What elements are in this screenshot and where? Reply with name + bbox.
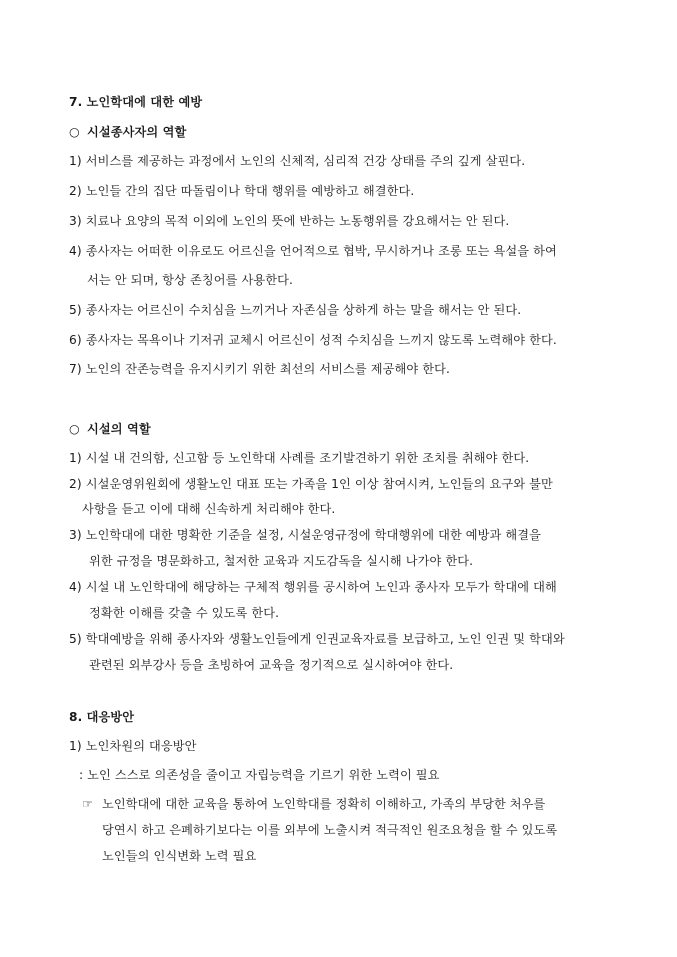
list-item xyxy=(69,331,637,349)
item-text: 서비스를 제공하는 과정에서 노인의 신체적, 심리적 건강 상태를 주의 깊게 살핀다. xyxy=(85,154,526,168)
staff-role-heading xyxy=(69,123,637,141)
list-item xyxy=(69,449,637,467)
facility-role-heading xyxy=(69,420,637,438)
list-item xyxy=(69,212,637,230)
circle-bullet-icon: ○ xyxy=(69,422,80,436)
item-number: 1) xyxy=(69,154,82,168)
list-item xyxy=(69,526,637,544)
list-item xyxy=(69,152,637,170)
item-number: 1) xyxy=(69,451,82,465)
item-number: 6) xyxy=(69,333,82,347)
list-item-continuation: 관련된 외부강사 등을 초빙하여 교육을 정기적으로 실시하여야 한다. xyxy=(89,658,454,672)
summary-line: : 노인 스스로 의존성을 줄이고 자립능력을 기르기 위한 노력이 필요 xyxy=(79,768,440,782)
item-number: 4) xyxy=(69,580,82,594)
item-number: 5) xyxy=(69,632,82,646)
item-text: 시설운영위원회에 생활노인 대표 또는 가족을 1인 이상 참여시켜, 노인들의 요구와 불만 xyxy=(85,477,553,491)
item-text: 노인의 잔존능력을 유지시키기 위한 최선의 서비스를 제공해야 한다. xyxy=(85,362,450,376)
list-item xyxy=(69,737,637,755)
detail-line: 당연시 하고 은폐하기보다는 이를 외부에 노출시켜 적극적인 원조요청을 할 수 있도록 xyxy=(102,823,558,837)
facility-role-heading-text: 시설의 역할 xyxy=(87,422,151,436)
item-text: 노인들 간의 집단 따돌림이나 학대 행위를 예방하고 해결한다. xyxy=(85,184,415,198)
item-number: 2) xyxy=(69,184,82,198)
item-text: 노인차원의 대응방안 xyxy=(85,739,197,753)
staff-role-heading-text: 시설종사자의 역할 xyxy=(87,125,187,139)
item-text: 시설 내 노인학대에 해당하는 구체적 행위를 공시하여 노인과 종사자 모두가 학대에 대해 xyxy=(85,580,557,594)
item-text: 시설 내 건의함, 신고함 등 노인학대 사례를 조기발견하기 위한 조치를 취해야 한다. xyxy=(85,451,530,465)
list-item-continuation: 정확한 이해를 갖출 수 있도록 한다. xyxy=(89,606,280,620)
item-text: 치료나 요양의 목적 이외에 노인의 뜻에 반하는 노동행위를 강요해서는 안 된다. xyxy=(85,214,510,228)
item-number: 7) xyxy=(69,362,82,376)
section-7-title: 7. 노인학대에 대한 예방 xyxy=(69,95,203,109)
item-number: 1) xyxy=(69,739,82,753)
item-text: 학대예방을 위해 종사자와 생활노인들에게 인권교육자료를 보급하고, 노인 인권 및 학대와 xyxy=(85,632,565,646)
list-item xyxy=(69,475,637,493)
list-item-continuation: 사항을 듣고 이에 대해 신속하게 처리해야 한다. xyxy=(82,502,336,516)
list-item-continuation: 서는 안 되며, 항상 존칭어를 사용한다. xyxy=(87,273,293,287)
list-item xyxy=(69,630,637,648)
item-number: 4) xyxy=(69,244,82,258)
item-number: 2) xyxy=(69,477,82,491)
circle-bullet-icon: ○ xyxy=(69,125,80,139)
list-item xyxy=(69,242,637,260)
item-number: 3) xyxy=(69,214,82,228)
detail-line: 노인들의 인식변화 노력 필요 xyxy=(102,849,257,863)
section-8-title: 8. 대응방안 xyxy=(69,710,135,724)
list-item xyxy=(69,360,637,378)
item-text: 노인학대에 대한 명확한 기준을 설정, 시설운영규정에 학대행위에 대한 예방과 해결을 xyxy=(85,528,542,542)
detail-line: 노인학대에 대한 교육을 통하여 노인학대를 정확히 이해하고, 가족의 부당한 처우를 xyxy=(102,797,546,811)
item-text: 종사자는 목욕이나 기저귀 교체시 어르신이 성적 수치심을 느끼지 않도록 노력해야 한다. xyxy=(85,333,557,347)
item-number: 5) xyxy=(69,303,82,317)
list-item-continuation: 위한 규정을 명문화하고, 철저한 교육과 지도감독을 실시해 나가야 한다. xyxy=(89,554,474,568)
list-item xyxy=(69,301,637,319)
item-text: 종사자는 어떠한 이유로도 어르신을 언어적으로 협박, 무시하거나 조롱 또는 욕설을 하여 xyxy=(85,244,557,258)
pointing-hand-icon: ☞ xyxy=(82,797,94,811)
list-item xyxy=(69,578,637,596)
item-number: 3) xyxy=(69,528,82,542)
list-item xyxy=(69,182,637,200)
item-text: 종사자는 어르신이 수치심을 느끼거나 자존심을 상하게 하는 말을 해서는 안 된다. xyxy=(85,303,522,317)
